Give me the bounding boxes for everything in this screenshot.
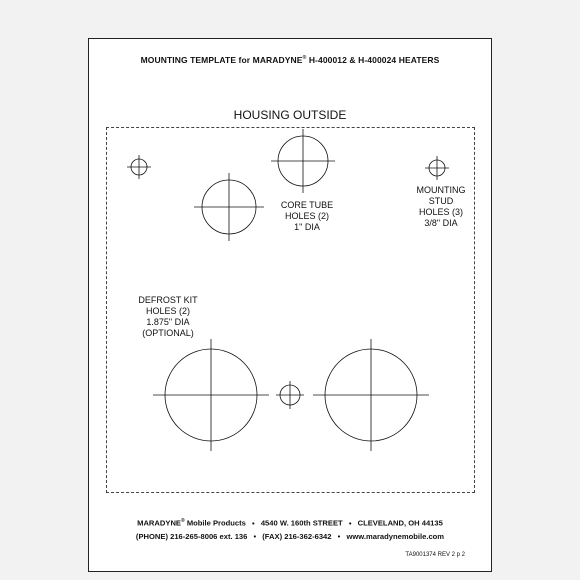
footer-address: MARADYNE® Mobile Products • 4540 W. 160th STREET • CLEVELAND, OH 44135 — [137, 518, 443, 528]
defrost-kit-hole-left — [153, 339, 269, 451]
core-tube-hole-left — [194, 173, 264, 241]
template-sheet — [88, 38, 492, 572]
document-id: TA9001374 REV 2 p 2 — [405, 552, 465, 558]
defrost-kit-hole-right — [313, 339, 429, 451]
core-tube-label: CORE TUBE HOLES (2) 1" DIA — [280, 200, 334, 232]
core-tube-hole-top — [271, 129, 335, 193]
page-title: MOUNTING TEMPLATE for MARADYNE® H-400012 & H-400024 HEATERS — [140, 55, 440, 65]
defrost-kit-label: DEFROST KIT HOLES (2) 1.875" DIA (OPTIONAL) — [138, 295, 198, 338]
footer-contact: (PHONE) 216-265-8006 ext. 136 • (FAX) 216-362-6342 • www.maradynemobile.com — [135, 532, 445, 541]
mounting-stud-hole-center — [276, 381, 304, 409]
mounting-stud-label: MOUNTING STUD HOLES (3) 3/8" DIA — [416, 185, 466, 228]
housing-outside-title: HOUSING OUTSIDE — [233, 108, 347, 122]
website-link: www.maradynemobile.com — [346, 532, 445, 541]
mounting-stud-hole-right — [425, 156, 449, 180]
mounting-stud-hole-left — [127, 155, 151, 179]
